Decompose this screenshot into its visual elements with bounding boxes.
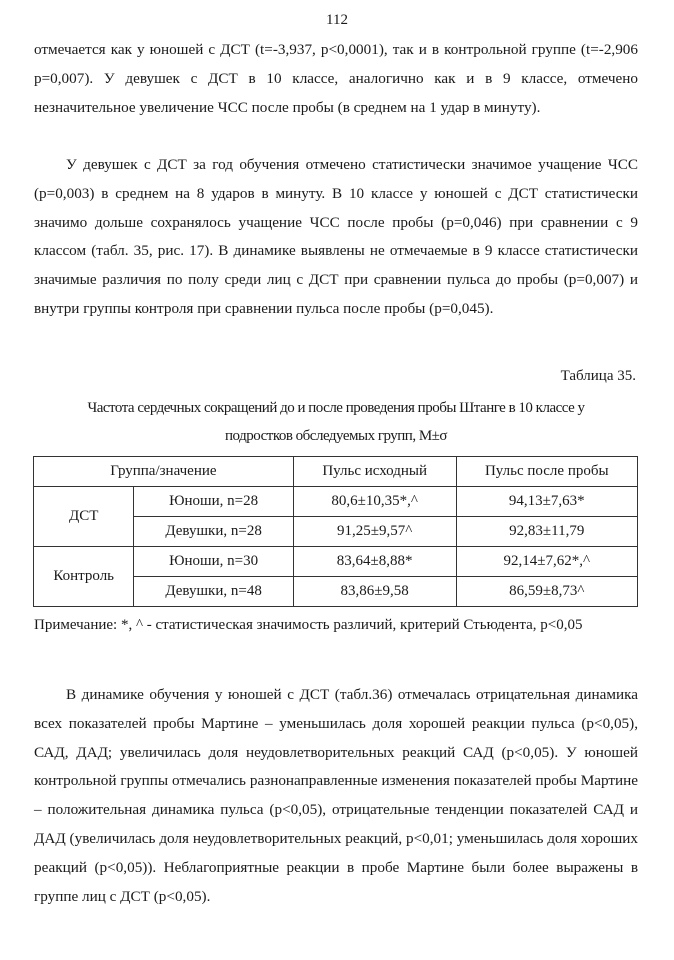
table-title-line-2: подростков обследуемых групп, M±σ — [225, 428, 447, 444]
table-row — [34, 487, 638, 517]
paragraph-1: отмечается как у юношей с ДСТ (t=-3,937, p<0,0001), так и в контрольной группе (t=-2,906 p=0,007). У девушек с ДСТ в 10 классе, аналогично как и в 9 классе, отмечено незначительное увеличение ЧСС после пробы (в среднем на 1 удар в минуту). — [34, 41, 638, 116]
table-row — [34, 547, 638, 577]
table-title — [34, 394, 638, 450]
subgroup-cell: Девушки, n=28 — [134, 517, 293, 547]
page-number: 112 — [326, 12, 348, 28]
pulse-after-cell: 92,14±7,62*,^ — [456, 547, 637, 577]
pulse-before-cell: 83,64±8,88* — [293, 547, 456, 577]
paragraph-3: В динамике обучения у юношей с ДСТ (табл.36) отмечалась отрицательная динамика всех показателей пробы Мартине – уменьшилась доля хорошей реакции пульса (p<0,05), САД, ДАД; увеличилась доля неудовлетворительных реакций САД (p<0,05). У юношей контрольной группы отмечались разнонаправленные изменения показателей пробы Мартине – положительная динамика пульса (p<0,05), отрицательные тенденции показателей САД и ДАД (увеличилась доля неудовлетворительных реакций, p<0,01; уменьшилась доля хороших реакций (p<0,05)). Неблагоприятные реакции в пробе Мартине были более выражены в группе лиц с ДСТ (p<0,05). — [34, 686, 638, 905]
paragraph-2: У девушек с ДСТ за год обучения отмечено статистически значимое учащение ЧСС (р=0,003) в среднем на 8 ударов в минуту. В 10 классе у юношей с ДСТ статистически значимо дольше сохранялось учащение ЧСС после пробы (р=0,046) при сравнении с 9 классом (табл. 35, рис. 17). В динамике выявлены не отмечаемые в 9 классе статистически значимые различия по полу среди лиц с ДСТ при сравнении пульса до пробы (р=0,007) и внутри группы контроля при сравнении пульса после пробы (р=0,045). — [34, 156, 638, 317]
pulse-before-cell: 83,86±9,58 — [293, 577, 456, 607]
group-cell-control: Контроль — [34, 547, 134, 607]
table-header-row — [34, 457, 638, 487]
pulse-after-cell: 86,59±8,73^ — [456, 577, 637, 607]
subgroup-cell: Юноши, n=28 — [134, 487, 293, 517]
pulse-after-cell: 92,83±11,79 — [456, 517, 637, 547]
subgroup-cell: Девушки, n=48 — [134, 577, 293, 607]
header-pulse-before: Пульс исходный — [293, 457, 456, 487]
pulse-after-cell: 94,13±7,63* — [456, 487, 637, 517]
subgroup-cell: Юноши, n=30 — [134, 547, 293, 577]
table-note: Примечание: *, ^ - статистическая значимость различий, критерий Стьюдента, p<0,05 — [34, 617, 583, 633]
pulse-before-cell: 80,6±10,35*,^ — [293, 487, 456, 517]
header-group-value: Группа/значение — [34, 457, 294, 487]
table-label: Таблица 35. — [560, 368, 636, 384]
group-cell-dst: ДСТ — [34, 487, 134, 547]
heart-rate-table — [33, 456, 638, 607]
pulse-before-cell: 91,25±9,57^ — [293, 517, 456, 547]
table-title-line-1: Частота сердечных сокращений до и после проведения пробы Штанге в 10 классе у — [87, 400, 585, 416]
header-pulse-after: Пульс после пробы — [456, 457, 637, 487]
